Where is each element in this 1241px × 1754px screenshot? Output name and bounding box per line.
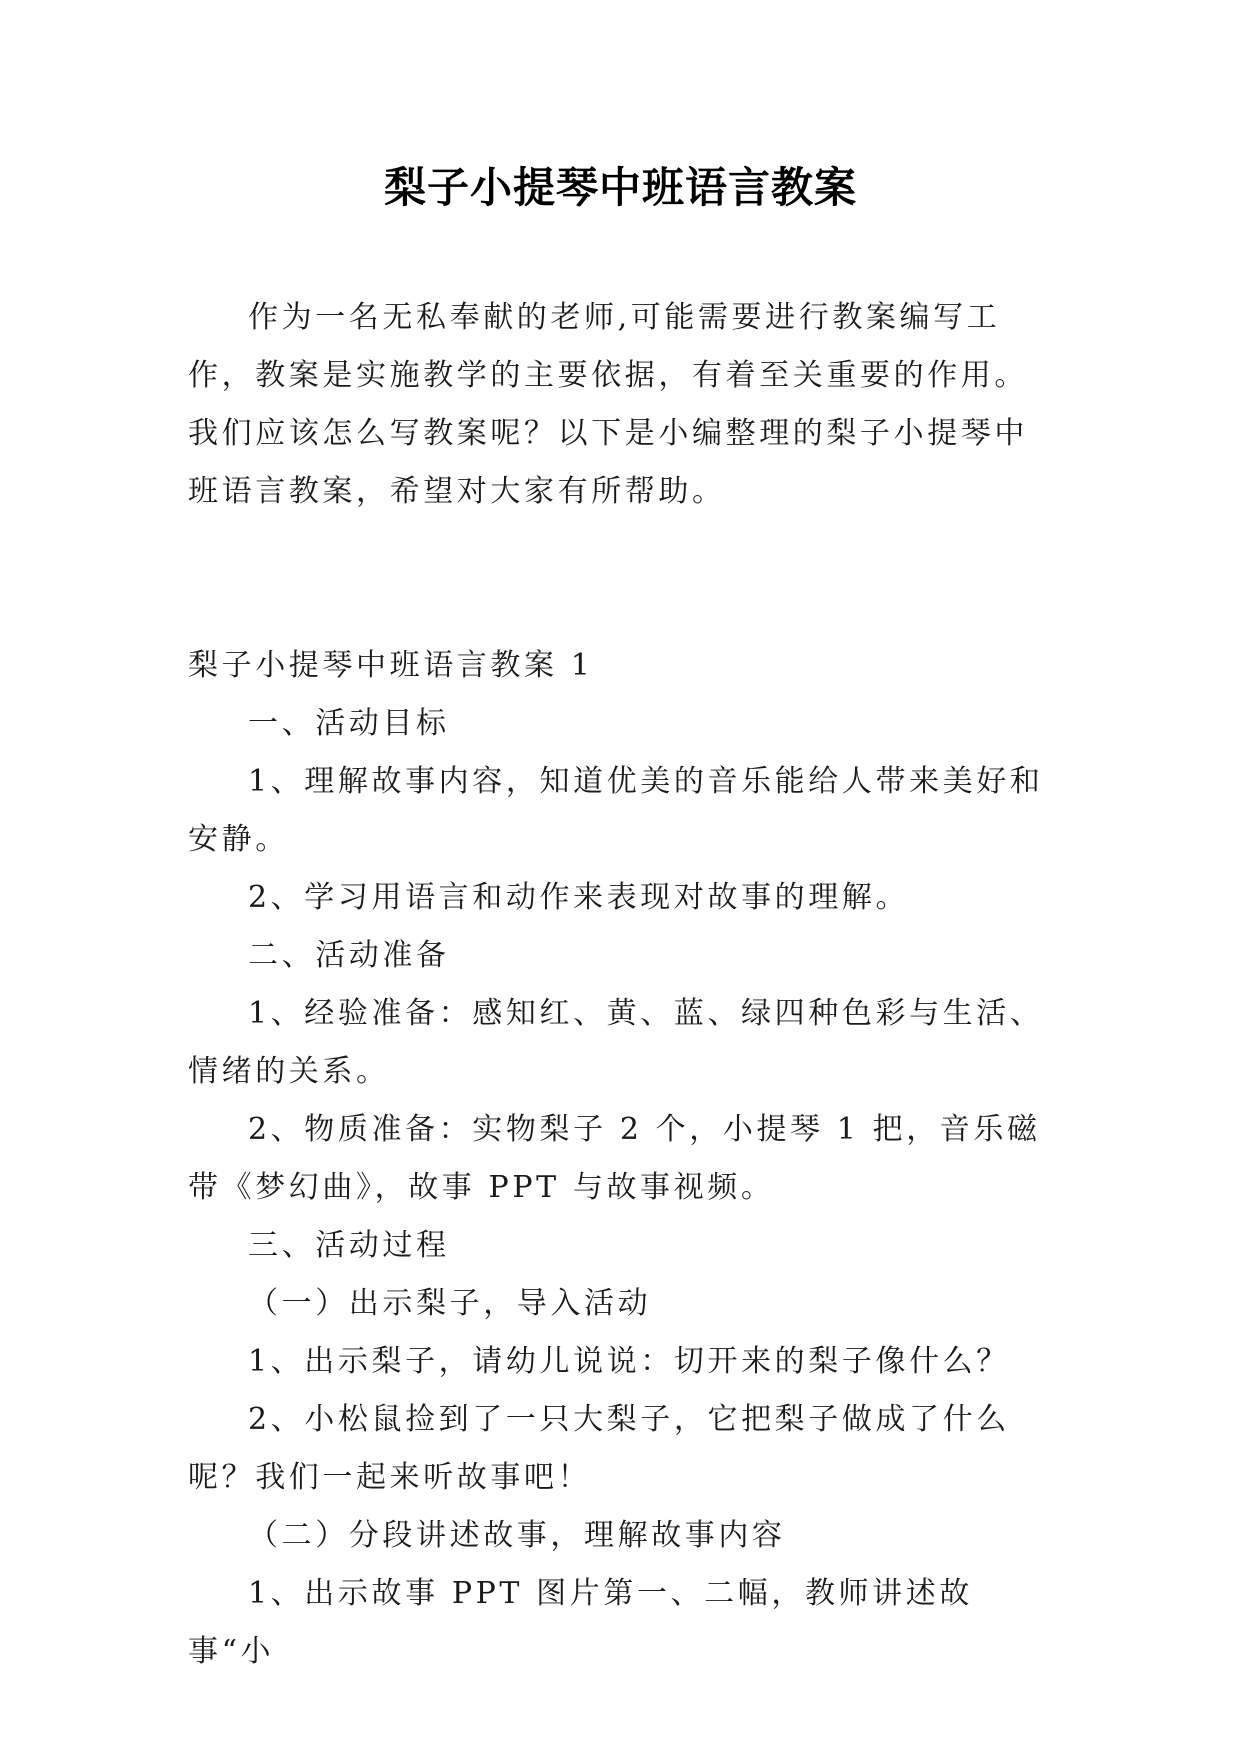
process-step-2-item-1: 1、出示故事 PPT 图片第一、二幅，教师讲述故事“小 <box>188 1576 973 1669</box>
document-body <box>188 289 1058 1681</box>
process-step-2-heading: （二）分段讲述故事，理解故事内容 <box>248 1518 786 1553</box>
section-heading: 梨子小提琴中班语言教案 1 <box>188 648 594 683</box>
paragraph-gap <box>188 521 1058 637</box>
heading-activity-process: 三、活动过程 <box>248 1228 450 1263</box>
document-title: 梨子小提琴中班语言教案 <box>383 163 857 212</box>
process-step-1-heading: （一）出示梨子，导入活动 <box>248 1286 652 1321</box>
goal-item-1: 1、理解故事内容，知道优美的音乐能给人带来美好和安静。 <box>188 764 1044 857</box>
goal-item-2: 2、学习用语言和动作来表现对故事的理解。 <box>248 880 910 915</box>
process-step-1-item-2: 2、小松鼠捡到了一只大梨子，它把梨子做成了什么呢？我们一起来听故事吧！ <box>188 1402 1010 1495</box>
process-step-1-item-1: 1、出示梨子，请幼儿说说：切开来的梨子像什么？ <box>248 1344 1010 1379</box>
intro-paragraph: 作为一名无私奉献的老师,可能需要进行教案编写工作，教案是实施教学的主要依据，有着至关重要的作用。我们应该怎么写教案呢？以下是小编整理的梨子小提琴中班语言教案，希望对大家有所帮助。 <box>188 300 1028 509</box>
preparation-item-1: 1、经验准备：感知红、黄、蓝、绿四种色彩与生活、情绪的关系。 <box>188 996 1044 1089</box>
heading-activity-goals: 一、活动目标 <box>248 706 450 741</box>
heading-activity-preparation: 二、活动准备 <box>248 938 450 973</box>
preparation-item-2: 2、物质准备：实物梨子 2 个，小提琴 1 把，音乐磁带《梦幻曲》，故事 PPT 与故事视频。 <box>188 1112 1041 1205</box>
